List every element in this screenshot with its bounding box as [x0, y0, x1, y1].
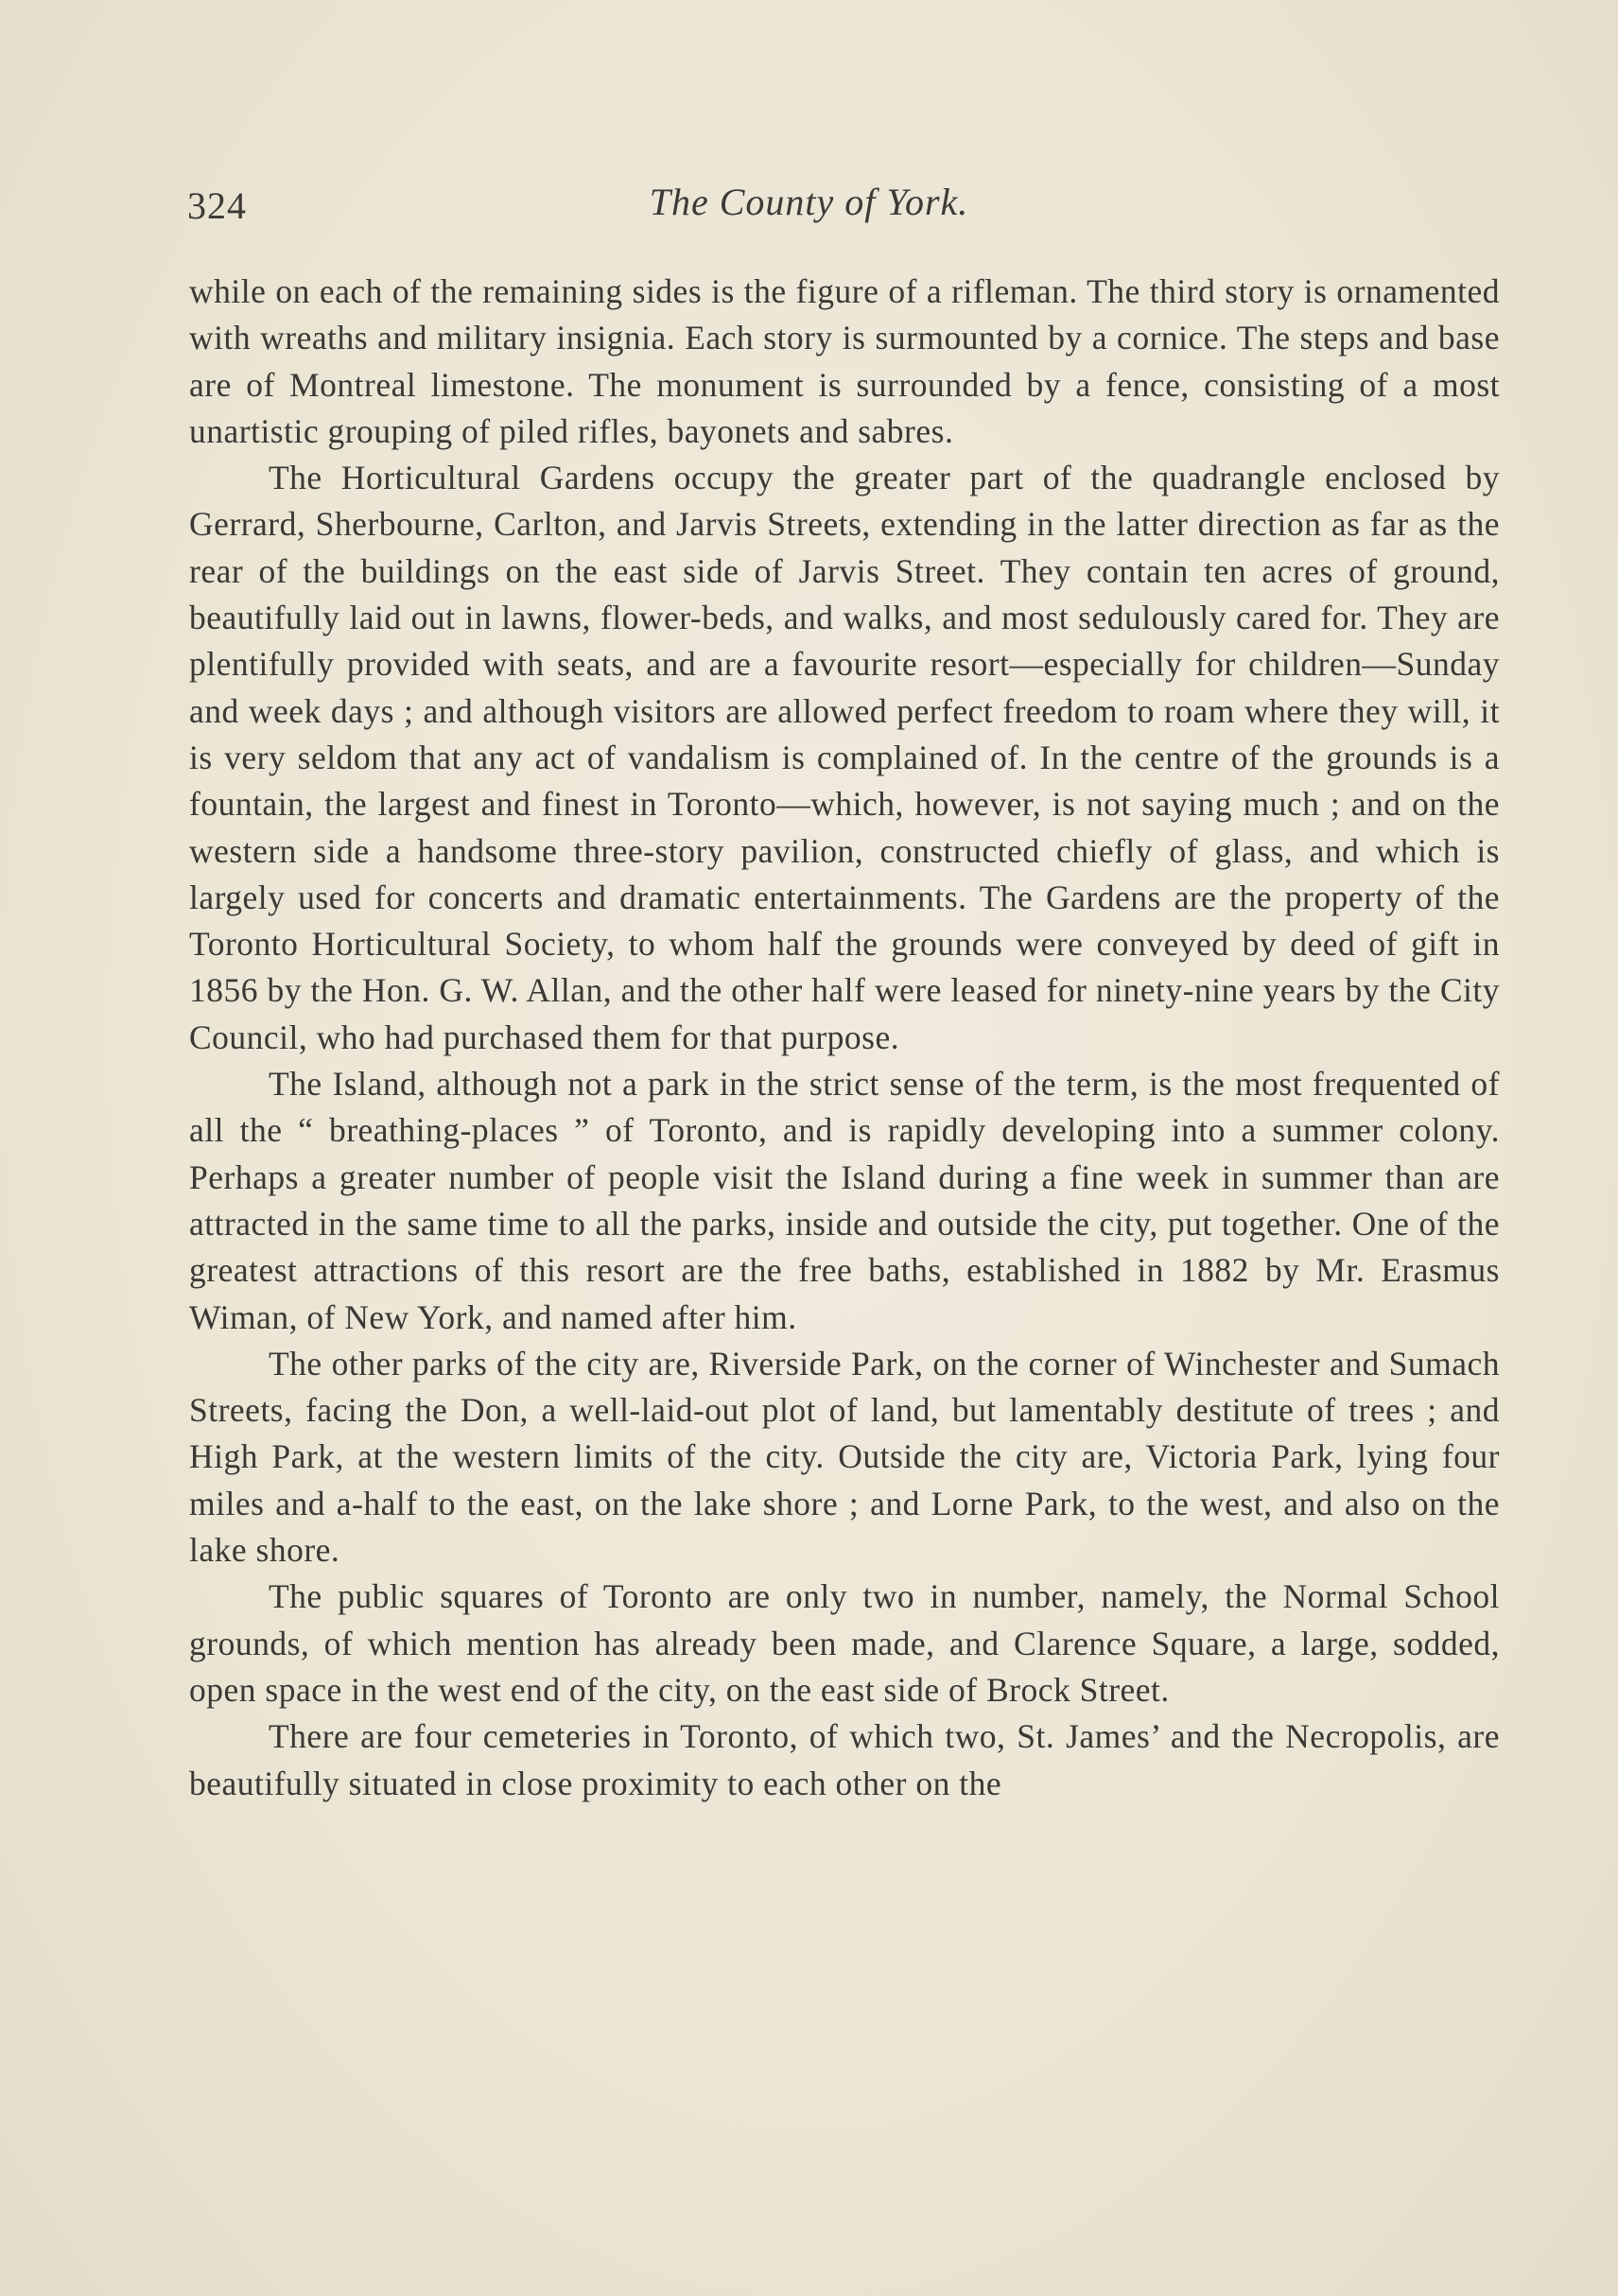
paragraph-other-parks: The other parks of the city are, Riverside Park, on the corner of Winchester and Sumach Streets, facing the Don, a well-laid-out plot of land, but lamentably destitute of trees ; and High Park, at the western limits of the city. Outside the city are, Victoria Park, lying four miles and a-half to the east, on the lake shore ; and Lorne Park, to the west, and also on the lake shore. [189, 1344, 1500, 1570]
page-number: 324 [187, 184, 247, 227]
paragraph-monument: while on each of the remaining sides is the figure of a rifleman. The third story is ornamented with wreaths and military insignia. Each story is surmounted by a cornice. The steps and base are of Montreal limestone. The monument is surrounded by a fence, consisting of a most unartistic grouping of piled rifles, bayonets and sabres. [189, 272, 1500, 450]
paragraph-island: The Island, although not a park in the strict sense of the term, is the most frequented of all the “ breathing-places ” of Toronto, and is rapidly developing into a summer colony. Perhaps a greater number of people visit the Island during a fine week in summer than are attracted in the same time to all the parks, inside and outside the city, put together. One of the greatest attractions of this resort are the free baths, established in 1882 by Mr. Erasmus Wiman, of New York, and named after him. [189, 1065, 1500, 1336]
paragraph-horticultural-gardens: The Horticultural Gardens occupy the greater part of the quadrangle enclosed by Gerrard, Sherbourne, Carlton, and Jarvis Streets, extending in the latter direction as far as the rear of the buildings on the east side of Jarvis Street. They contain ten acres of ground, beautifully laid out in lawns, flower-beds, and walks, and most sedulously cared for. They are plentifully provided with seats, and are a favourite resort—especially for children—Sunday and week days ; and although visitors are allowed perfect freedom to roam where they will, it is very seldom that any act of vandalism is complained of. In the centre of the grounds is a fountain, the largest and finest in Toronto—which, however, is not saying much ; and on the western side a handsome three-story pavilion, constructed chiefly of glass, and which is largely used for concerts and dramatic entertainments. The Gardens are the property of the Toronto Horticultural Society, to whom half the grounds were conveyed by deed of gift in 1856 by the Hon. G. W. Allan, and the other half were leased for ninety-nine years by the City Council, who had purchased them for that purpose. [189, 459, 1500, 1056]
paragraph-cemeteries: There are four cemeteries in Toronto, of which two, St. James’ and the Necropolis, are beautifully situated in close proximity to each other on the [189, 1717, 1500, 1802]
paragraph-public-squares: The public squares of Toronto are only two in number, namely, the Normal School grounds, of which mention has already been made, and Clarence Square, a large, sodded, open space in the west end of the city, on the east side of Brock Street. [189, 1577, 1500, 1709]
page-header [0, 180, 1618, 236]
running-title: The County of York. [649, 181, 969, 223]
body-text [189, 269, 1500, 1807]
